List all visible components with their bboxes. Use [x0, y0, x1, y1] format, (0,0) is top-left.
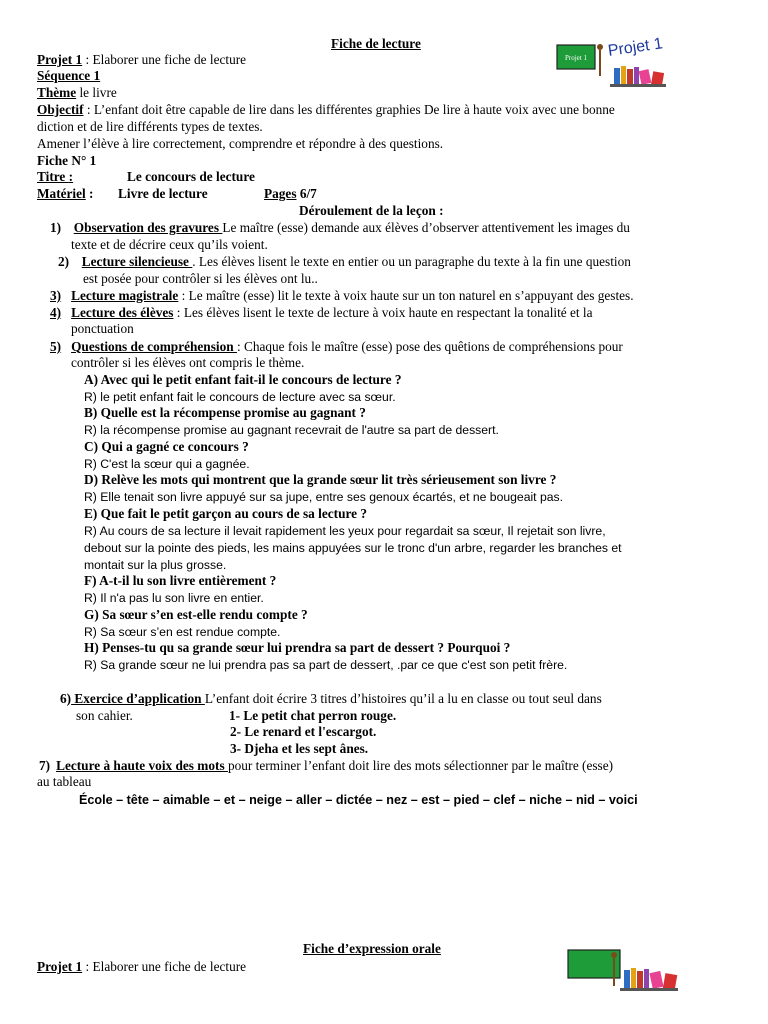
step-1-text: Le maître (esse) demande aux élèves d’observer attentivement les images du: [222, 220, 630, 235]
oral-logo: [566, 946, 682, 1000]
objectif-text-1: : L’enfant doit être capable de lire dans les différentes graphies De lire à haute voix avec une bonne: [83, 102, 615, 117]
question-f: F) A-t-il lu son livre entièrement ?: [84, 573, 277, 588]
page-title: Fiche de lecture: [331, 36, 421, 51]
step-4-text: : Les élèves lisent le texte de lecture à voix haute en respectant la tonalité et la: [173, 305, 593, 320]
materiel-sep: :: [85, 186, 94, 201]
step-3: [50, 288, 634, 304]
exercice-title-2: 2- Le renard et l'escargot.: [230, 724, 377, 739]
titre-value: Le concours de lecture: [127, 169, 255, 184]
oral-projet-line: [37, 959, 246, 975]
sequence-label: Séquence 1: [37, 68, 101, 83]
objectif-text-2: diction et de lire différents types de textes.: [37, 119, 263, 134]
step-3-num: 3): [50, 288, 62, 303]
step-5: [50, 339, 623, 355]
step-5-label: Questions de compréhension: [71, 339, 237, 354]
lecture-mots-num: 7): [39, 758, 51, 773]
pages-value: 6/7: [296, 186, 317, 201]
step-4-text-2: ponctuation: [71, 321, 134, 336]
answer-b: R) la récompense promise au gagnant recevrait de l'autre sa part de dessert.: [84, 423, 499, 437]
pages-line: [264, 186, 317, 202]
exercice-title-1: 1- Le petit chat perron rouge.: [229, 708, 397, 723]
materiel-line: [37, 186, 94, 202]
question-e: E) Que fait le petit garçon au cours de sa lecture ?: [84, 506, 368, 521]
objectif-text-3: Amener l’élève à lire correctement, comprendre et répondre à des questions.: [37, 136, 444, 151]
question-b: B) Quelle est la récompense promise au gagnant ?: [84, 405, 366, 420]
answer-g: R) Sa sœur s’en est rendue compte.: [84, 625, 281, 639]
projet-logo: [556, 34, 670, 94]
answer-e-3: montait sur la plus grosse.: [84, 558, 227, 572]
lecture-mots-text: pour terminer l’enfant doit lire des mots sélectionner par le maître (esse): [227, 758, 614, 773]
exercice-text: L’enfant doit écrire 3 titres d’histoires qu’il a lu en classe ou tout seul dans: [204, 691, 602, 706]
step-5-text: : Chaque fois le maître (esse) pose des quêtions de compréhensions pour: [236, 339, 623, 354]
step-1-label: Observation des gravures: [73, 220, 223, 235]
word-list: École – tête – aimable – et – neige – aller – dictée – nez – est – pied – clef – niche – nid – voici: [79, 793, 638, 807]
step-1-num: 1): [50, 220, 62, 235]
answer-e-2: debout sur la pointe des pieds, les mains appuyées sur le tronc d'un arbre, regarder les branches et: [84, 541, 622, 555]
question-c: C) Qui a gagné ce concours ?: [84, 439, 249, 454]
answer-d: R) Elle tenait son livre appuyé sur sa jupe, entre ses genoux écartés, et ne bougeait pas.: [84, 490, 563, 504]
lecture-mots-label: Lecture à haute voix des mots: [56, 758, 228, 773]
question-h: H) Penses-tu qu sa grande sœur lui prendra sa part de dessert ? Pourquoi ?: [84, 640, 511, 655]
titre-line: [37, 169, 73, 185]
question-g: G) Sa sœur s’en est-elle rendu compte ?: [84, 607, 308, 622]
projet-value: Elaborer une fiche de lecture: [92, 52, 247, 67]
objectif-label: Objectif: [37, 102, 84, 117]
exercice-num: 6): [60, 691, 72, 706]
answer-a: R) le petit enfant fait le concours de lecture avec sa sœur.: [84, 390, 396, 404]
answer-f: R) Il n'a pas lu son livre en entier.: [84, 591, 264, 605]
answer-h: R) Sa grande sœur ne lui prendra pas sa part de dessert, .par ce que c'est son petit frère.: [84, 658, 568, 672]
titre-sep: :: [68, 169, 74, 184]
step-5-text-2: contrôler si les élèves ont compris le thème.: [71, 355, 305, 370]
projet-label: Projet 1: [37, 52, 83, 67]
exercice-text-2: son cahier.: [76, 708, 133, 723]
deroulement-title: Déroulement de la leçon :: [299, 203, 444, 218]
logo-board-text: Projet 1: [565, 54, 587, 62]
step-2-label: Lecture silencieuse: [81, 254, 193, 269]
materiel-label: Matériel: [37, 186, 86, 201]
lecture-mots-line: [39, 758, 613, 774]
lecture-mots-text-2: au tableau: [37, 774, 92, 789]
step-3-text: : Le maître (esse) lit le texte à voix haute sur un ton naturel en s’appuyant des gestes.: [178, 288, 634, 303]
oral-projet-sep: :: [82, 959, 93, 974]
step-4: [50, 305, 593, 321]
materiel-value: Livre de lecture: [118, 186, 208, 201]
step-3-label: Lecture magistrale: [71, 288, 179, 303]
step-4-num: 4): [50, 305, 62, 320]
oral-title: Fiche d’expression orale: [303, 941, 441, 956]
exercice-title-3: 3- Djeha et les sept ânes.: [230, 741, 369, 756]
oral-projet-value: Elaborer une fiche de lecture: [92, 959, 247, 974]
sequence-line: [37, 68, 134, 84]
step-5-num: 5): [50, 339, 62, 354]
answer-e-1: R) Au cours de sa lecture il levait rapidement les yeux pour regardait sa sœur, Il rejetait son livre,: [84, 524, 606, 538]
step-2-num: 2): [58, 254, 70, 269]
titre-label: Titre: [37, 169, 69, 184]
step-4-label: Lecture des élèves: [71, 305, 174, 320]
question-d: D) Relève les mots qui montrent que la grande sœur lit très sérieusement son livre ?: [84, 472, 557, 487]
answer-c: R) C'est la sœur qui a gagnée.: [84, 457, 250, 471]
theme-line: [37, 85, 117, 101]
step-2-text: . Les élèves lisent le texte en entier ou un paragraphe du texte à la fin une question: [192, 254, 631, 269]
theme-label: Thème: [37, 85, 77, 100]
exercice-line: [60, 691, 602, 707]
step-2-text-2: est posée pour contrôler si les élèves ont lu..: [83, 271, 318, 286]
projet-sep: :: [82, 52, 93, 67]
step-1-text-2: texte et de décrire ceux qu’ils voient.: [71, 237, 268, 252]
theme-value: le livre: [76, 85, 117, 100]
exercice-label: Exercice d’application: [71, 691, 205, 706]
fiche-label: Fiche N° 1: [37, 153, 97, 168]
step-2: [58, 254, 631, 270]
logo-big-text: Projet 1: [606, 35, 664, 60]
step-1: [50, 220, 630, 236]
projet-line: [37, 52, 246, 68]
oral-projet-label: Projet 1: [37, 959, 83, 974]
question-a: A) Avec qui le petit enfant fait-il le concours de lecture ?: [84, 372, 402, 387]
objectif-line: [37, 102, 615, 118]
pages-label: Pages: [264, 186, 297, 201]
